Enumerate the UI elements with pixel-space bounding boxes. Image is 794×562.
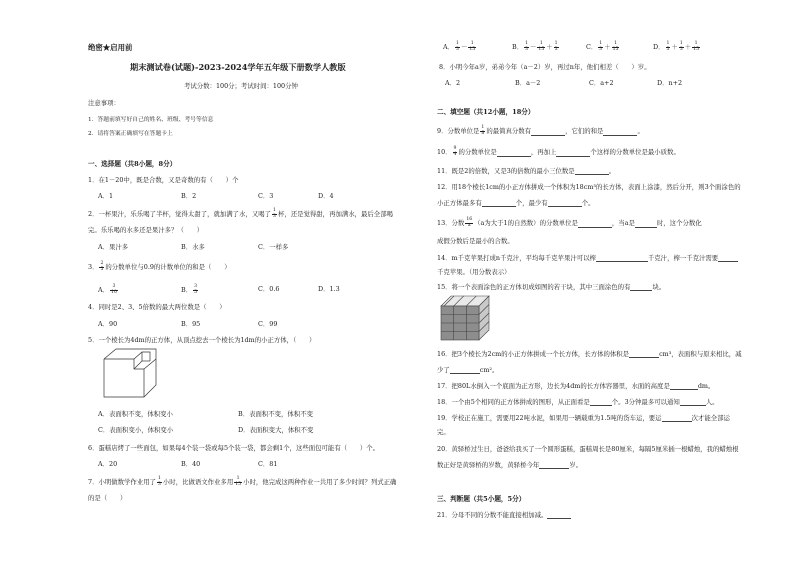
- q3-fraction: [99, 262, 104, 272]
- q14-blank-1[interactable]: [596, 255, 648, 262]
- q2-line2: 完。乐乐喝的水多还是果汁多？（ ）: [88, 226, 204, 234]
- q7-line1-a: 7．小明做数学作业用了: [88, 478, 156, 487]
- q12-blank-1[interactable]: [482, 200, 516, 207]
- q2-opt-b: B．水多: [181, 243, 205, 251]
- section2-heading: 二、填空题（共12小题，18分）: [437, 108, 535, 116]
- q1-text: 1．在1－20中，既是合数，又是奇数的有（ ）个: [88, 176, 239, 184]
- q5-text: 5．一个棱长为4dm的正方体，从顶点挖去一个棱长为1dm的小正方体，（ ）: [88, 336, 316, 344]
- q18-blank-2[interactable]: [680, 399, 706, 406]
- exam-info: 考试分数：100分；考试时间：100分钟: [184, 82, 298, 90]
- q14-line1: 14．m千克苹果打成n千克汁，平均每千克苹果汁可以榨 千克汁，榨一千克汁需要: [437, 254, 738, 262]
- q19-line2: 完。: [437, 428, 450, 436]
- q15-line: 15．将一个表面涂色的正方体切成如图的若干块，其中三面涂色的有 块。: [437, 283, 666, 291]
- q2-opt-a: A．果汁多: [98, 243, 129, 251]
- q2-fraction: [272, 209, 277, 219]
- q5-opt-a: A．表面积不变，体积变小: [98, 410, 173, 418]
- q15-blank[interactable]: [630, 284, 652, 291]
- q7-line1-b: 小时，比做语文作业多用: [162, 478, 234, 487]
- q14-line2: 千克苹果。（用分数表示）: [437, 268, 511, 276]
- q13-line1: 13．分数 $\frac{16}{a}$ （a为大于1的自然数）的分数单位是 ，当a是 时，这个分数化: [437, 217, 702, 228]
- q21-blank[interactable]: [547, 512, 571, 519]
- q7-line1-c: 小时，他完成这两种作业一共用了多少时间？列式正确: [243, 478, 397, 487]
- q5-opt-d: D．表面积变大，体积不变: [238, 426, 314, 434]
- q10-line: 10． $\frac{9}{4}$ 的分数单位是 ，再加上 个这样的分数单位是最小质数。: [437, 146, 680, 157]
- cube-notch-figure: [102, 347, 158, 399]
- q7-opt-d: D． $\frac{1}{3}$ ＋ $\frac{1}{3}$ ＋ $\frac{1}{15}$: [653, 41, 700, 52]
- notice-2: 2．请将答案正确填写在答题卡上: [88, 131, 173, 137]
- q16-blank-2[interactable]: [450, 367, 480, 374]
- q2-frac-num: 1: [273, 208, 276, 213]
- q20-blank[interactable]: [539, 462, 569, 469]
- q20-line2: 数正好是黄驿桥的岁数，黄驿桥今年 岁。: [437, 461, 583, 469]
- q9-line: 9．分数单位是 $\frac{1}{8}$ 的最简真分数有 ，它们的和是 。: [437, 125, 644, 136]
- section3-heading: 三、判断题（共5小题，5分）: [437, 495, 526, 503]
- section1-heading: 一、选择题（共8小题，8分）: [88, 160, 177, 168]
- q13-blank-2[interactable]: [635, 221, 657, 228]
- q7-line2: 的是（ ）: [88, 494, 127, 502]
- q11-line: 11．既是2的倍数，又是3的倍数的最小三位数是 。: [437, 167, 616, 175]
- q4-opt-c: C．99: [258, 320, 278, 328]
- q3-opt-a: A． $\frac{3}{10}$: [98, 284, 117, 295]
- q2-line1: [88, 209, 393, 219]
- q3-text: 的分数单位与0.9的计数单位的和是（ ）: [105, 263, 231, 272]
- q4-text: 4．同时是2、3、5倍数的最大两位数是（ ）: [88, 303, 226, 311]
- q3-opt-d: D．1.3: [318, 285, 340, 293]
- notice-1: 1．答题前填写好自己的姓名、班级、考号等信息: [88, 117, 214, 123]
- q12-line2: 小正方体最多有 个，最少有 个。: [437, 199, 595, 207]
- q20-line1: 20．黄驿桥过生日，爸爸给我买了一个圆形蛋糕，蛋糕周长是80厘米，每隔5厘米插一根蜡烛，我的蜡烛根: [437, 445, 739, 453]
- q7-frac-2: $\frac{1}{15}$: [235, 476, 242, 487]
- q17-blank[interactable]: [670, 383, 698, 390]
- q8-text: 8．小明今年a岁，弟弟今年（a－2）岁，再过n年，他们相差（ ）岁。: [439, 63, 651, 71]
- q8-opt-a: A．2: [445, 79, 461, 87]
- q18-blank-1[interactable]: [590, 399, 612, 406]
- q11-blank[interactable]: [575, 168, 609, 175]
- q7-opt-c: C． $\frac{1}{3}$ ＋ $\frac{1}{15}$: [586, 41, 619, 52]
- q16-blank-1[interactable]: [629, 351, 659, 358]
- q16-line2: 少了 cm²。: [437, 366, 499, 374]
- q18-line: 18．一个由5个相同的正方体拼成的图形，从正面看是 个。3分钟最多可以通知 人。: [437, 398, 719, 406]
- q2-line1-b: 杯，还是觉得甜，再加满水，最后全部喝: [277, 210, 393, 219]
- q10-blank-2[interactable]: [556, 150, 590, 157]
- q17-line: 17．把80L水倒入一个底面为正方形，边长为4dm的长方体容器里，水面的高度是 dm。: [437, 382, 715, 390]
- q6-opt-c: C．81: [258, 460, 278, 468]
- q7-frac-1: $\frac{1}{3}$: [157, 476, 161, 487]
- q4-opt-a: A．90: [98, 320, 118, 328]
- q4-opt-b: B．95: [181, 320, 201, 328]
- q13-line2: 成假分数后是最小的合数。: [437, 237, 514, 245]
- q7-opt-a: A． $\frac{1}{3}$ － $\frac{1}{15}$: [443, 41, 476, 52]
- q19-line1: 19．学校正在施工，需要用22吨水泥，如果用一辆载重为1.5吨的货车运，要运 次才能全部运: [437, 414, 730, 422]
- q1-opt-a: A．1: [98, 192, 114, 200]
- q6-text: 6．蛋糕店烤了一些面包，如果每4个装一袋或每5个装一袋，都会剩1个，这些面包可能有（ ）个。: [88, 444, 380, 452]
- q1-opt-c: C．3: [258, 192, 274, 200]
- q12-blank-2[interactable]: [548, 200, 582, 207]
- q9-blank-2[interactable]: [603, 129, 637, 136]
- q14-blank-2[interactable]: [718, 255, 738, 262]
- q9-blank-1[interactable]: [531, 129, 565, 136]
- q21-line: 21．分母不同的分数不能直接相加减。: [437, 511, 571, 519]
- q1-opt-b: B．2: [181, 192, 197, 200]
- q19-blank[interactable]: [662, 415, 692, 422]
- q8-opt-b: B．a－2: [515, 79, 541, 87]
- q5-opt-c: C．表面积变小，体积变小: [98, 426, 174, 434]
- q2-opt-c: C．一样多: [258, 243, 289, 251]
- q6-opt-a: A．20: [98, 460, 118, 468]
- notice-title: 注意事项：: [88, 99, 120, 107]
- q10-blank-1[interactable]: [497, 150, 531, 157]
- q7-line1: [88, 477, 396, 487]
- q3-opt-b: B． $\frac{3}{5}$: [181, 284, 198, 295]
- q12-line1: 12．用18个棱长1cm的小正方体拼成一个体积为18cm³的长方体，表面上涂漆，然后分开，则3个面涂色的: [437, 183, 741, 191]
- q3-frac-den: 5: [100, 266, 104, 272]
- q3-line: 3． $\frac{2}{5}$ 的分数单位与0.9的计数单位的和是（ ）: [88, 261, 231, 272]
- q2-line1-a: 2．一杯果汁，乐乐喝了半杯，觉得太甜了，就加满了水，又喝了: [88, 210, 272, 219]
- q5-opt-b: B．表面积不变，体积不变: [238, 410, 313, 418]
- q16-line1: 16．把3个棱长为2cm的小正方体拼成一个长方体，长方体的体积是 cm³，表面积与原来相比，减: [437, 350, 742, 358]
- secret-label: 绝密★启用前: [88, 43, 133, 52]
- q7-opt-b: B． $\frac{1}{3}$ － $\frac{1}{15}$ ＋ $\frac{1}{3}$: [512, 41, 558, 52]
- q1-opt-d: D．4: [318, 192, 334, 200]
- q8-opt-d: D．n+2: [657, 79, 683, 87]
- cut-cube-figure: [439, 294, 491, 342]
- q3-frac-num: 2: [100, 261, 104, 266]
- page-title: 期末测试卷(试题)-2023-2024学年五年级下册数学人教版: [130, 62, 346, 72]
- q8-opt-c: C．a+2: [589, 79, 614, 87]
- q6-opt-b: B．40: [181, 460, 201, 468]
- q2-frac-den: 3: [273, 213, 276, 219]
- q3-opt-c: C．0.6: [258, 285, 280, 293]
- q13-blank-1[interactable]: [578, 221, 612, 228]
